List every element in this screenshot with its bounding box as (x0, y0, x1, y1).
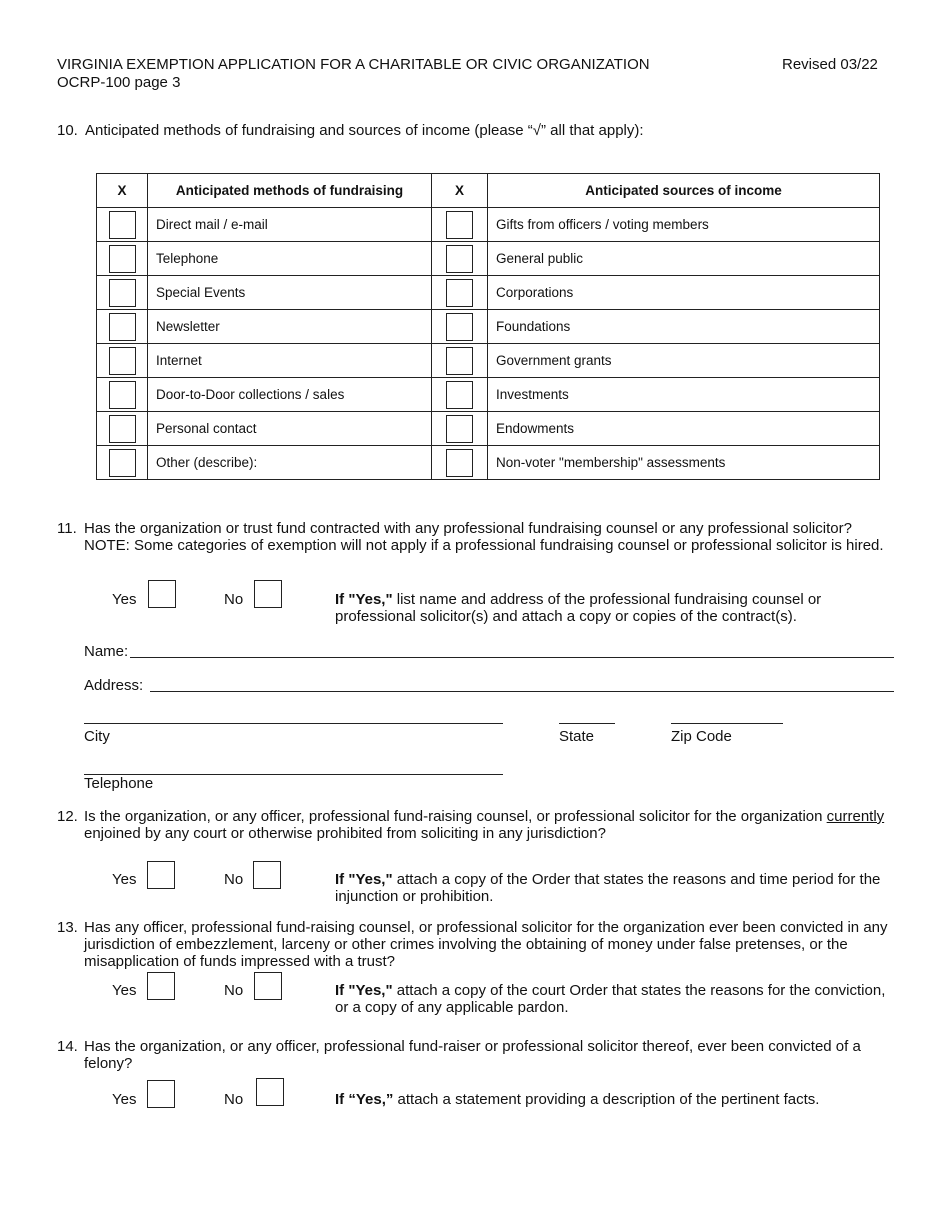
method-check-cell (97, 344, 148, 378)
source-check-cell (432, 344, 488, 378)
question-number: 14. (57, 1038, 78, 1055)
question-number: 12. (57, 808, 78, 825)
source-checkbox[interactable] (446, 245, 473, 273)
zip-field[interactable] (671, 723, 783, 724)
source-check-cell (432, 378, 488, 412)
method-check-cell (97, 446, 148, 480)
source-label: Government grants (488, 344, 880, 378)
method-checkbox[interactable] (109, 313, 136, 341)
source-label: General public (488, 242, 880, 276)
question-text: Anticipated methods of fundraising and sources of income (please “√” all that apply): (85, 122, 644, 139)
source-check-cell (432, 412, 488, 446)
source-label: Endowments (488, 412, 880, 446)
q11-instruction-text: list name and address of the professional fundraising counsel or professional solicitor(s) and attach a copy or copies of the contract(s). (335, 591, 822, 625)
sources-check-header: X (432, 174, 488, 208)
question-11 (57, 520, 895, 554)
q13-yes-checkbox[interactable] (147, 972, 175, 1000)
source-label: Foundations (488, 310, 880, 344)
q13-no-label: No (224, 982, 244, 999)
source-check-cell (432, 276, 488, 310)
question-text: Has the organization or trust fund contracted with any professional fundraising counsel or any professional solicitor? NOTE: Some categories of exemption will not apply if a professional fundraising counsel or professional solicitor is hired. (84, 520, 884, 554)
city-label: City (84, 728, 110, 745)
q14-no-checkbox[interactable] (256, 1078, 284, 1106)
method-label: Other (describe): (148, 446, 432, 480)
source-label: Investments (488, 378, 880, 412)
address-field[interactable] (150, 691, 894, 692)
q12-yes-checkbox[interactable] (147, 861, 175, 889)
q11-yes-checkbox[interactable] (148, 580, 176, 608)
q11-no-label: No (224, 591, 244, 608)
q11-instruction-bold: If "Yes," (335, 591, 393, 608)
q12-text-a: Is the organization, or any officer, professional fund-raising counsel, or professional solicitor for the organization (84, 808, 827, 825)
state-label: State (559, 728, 595, 745)
table-header-row (97, 174, 880, 208)
q12-instruction (335, 871, 895, 905)
source-checkbox[interactable] (446, 449, 473, 477)
q14-instruction-text: attach a statement providing a description of the pertinent facts. (393, 1091, 820, 1108)
source-check-cell (432, 310, 488, 344)
table-row (97, 412, 880, 446)
table-row (97, 310, 880, 344)
method-check-cell (97, 310, 148, 344)
q12-no-label: No (224, 871, 244, 888)
q12-yes-label: Yes (112, 871, 137, 888)
address-label: Address: (84, 677, 144, 694)
q12-text-b: enjoined by any court or otherwise prohibited from soliciting in any jurisdiction? (84, 825, 606, 842)
q14-instruction-bold: If “Yes,” (335, 1091, 394, 1108)
city-field[interactable] (84, 723, 503, 724)
method-checkbox[interactable] (109, 211, 136, 239)
fundraising-table (96, 173, 880, 480)
q13-yes-label: Yes (112, 982, 137, 999)
source-check-cell (432, 208, 488, 242)
source-checkbox[interactable] (446, 381, 473, 409)
q11-instruction (335, 591, 895, 625)
q14-yes-checkbox[interactable] (147, 1080, 175, 1108)
methods-check-header: X (97, 174, 148, 208)
table-row (97, 276, 880, 310)
form-page-number: OCRP-100 page 3 (57, 74, 181, 91)
methods-header: Anticipated methods of fundraising (148, 174, 432, 208)
table-row (97, 378, 880, 412)
q12-text-underlined: currently (826, 808, 885, 825)
sources-header: Anticipated sources of income (488, 174, 880, 208)
table-row (97, 208, 880, 242)
q14-no-label: No (224, 1091, 244, 1108)
q14-yes-label: Yes (112, 1091, 137, 1108)
method-checkbox[interactable] (109, 415, 136, 443)
source-checkbox[interactable] (446, 347, 473, 375)
method-label: Telephone (148, 242, 432, 276)
source-checkbox[interactable] (446, 279, 473, 307)
q12-instruction-bold: If "Yes," (335, 871, 393, 888)
method-label: Special Events (148, 276, 432, 310)
source-checkbox[interactable] (446, 211, 473, 239)
method-label: Door-to-Door collections / sales (148, 378, 432, 412)
method-label: Personal contact (148, 412, 432, 446)
method-checkbox[interactable] (109, 245, 136, 273)
state-field[interactable] (559, 723, 615, 724)
method-check-cell (97, 378, 148, 412)
question-text (84, 808, 894, 842)
table-row (97, 242, 880, 276)
method-checkbox[interactable] (109, 347, 136, 375)
question-14 (57, 1038, 895, 1072)
method-label: Direct mail / e-mail (148, 208, 432, 242)
q13-instruction-text: attach a copy of the court Order that states the reasons for the conviction, or a copy of any applicable pardon. (335, 982, 886, 1016)
question-13 (57, 919, 895, 970)
method-check-cell (97, 412, 148, 446)
q12-no-checkbox[interactable] (253, 861, 281, 889)
question-12 (57, 808, 895, 842)
table-row (97, 344, 880, 378)
source-label: Gifts from officers / voting members (488, 208, 880, 242)
q13-instruction (335, 982, 895, 1016)
q11-yes-label: Yes (112, 591, 137, 608)
method-label: Internet (148, 344, 432, 378)
name-field[interactable] (130, 657, 894, 658)
source-label: Non-voter "membership" assessments (488, 446, 880, 480)
question-text: Has the organization, or any officer, professional fund-raiser or professional solicitor thereof, ever been convicted of a felony? (84, 1038, 861, 1072)
q13-no-checkbox[interactable] (254, 972, 282, 1000)
question-text: Has any officer, professional fund-raising counsel, or professional solicitor for the organization ever been convicted in any jurisdiction of embezzlement, larceny or other crimes involving the obtaining of money under false pretenses, or the misapplication of funds impressed with a trust? (84, 919, 888, 970)
source-check-cell (432, 242, 488, 276)
question-10 (57, 122, 907, 139)
question-number: 10. (57, 122, 78, 139)
method-check-cell (97, 242, 148, 276)
q14-instruction (335, 1091, 895, 1108)
zip-label: Zip Code (671, 728, 732, 745)
form-title: VIRGINIA EXEMPTION APPLICATION FOR A CHARITABLE OR CIVIC ORGANIZATION (57, 56, 650, 73)
table-row (97, 446, 880, 480)
name-label: Name: (84, 643, 129, 660)
method-label: Newsletter (148, 310, 432, 344)
method-checkbox[interactable] (109, 381, 136, 409)
q11-no-checkbox[interactable] (254, 580, 282, 608)
telephone-label: Telephone (84, 775, 154, 792)
revision-date: Revised 03/22 (782, 56, 878, 73)
q12-instruction-text: attach a copy of the Order that states the reasons and time period for the injunction or prohibition. (335, 871, 881, 905)
method-check-cell (97, 208, 148, 242)
question-number: 13. (57, 919, 78, 936)
source-checkbox[interactable] (446, 415, 473, 443)
method-check-cell (97, 276, 148, 310)
q13-instruction-bold: If "Yes," (335, 982, 393, 999)
source-label: Corporations (488, 276, 880, 310)
method-checkbox[interactable] (109, 449, 136, 477)
method-checkbox[interactable] (109, 279, 136, 307)
source-checkbox[interactable] (446, 313, 473, 341)
source-check-cell (432, 446, 488, 480)
question-number: 11. (57, 520, 77, 537)
